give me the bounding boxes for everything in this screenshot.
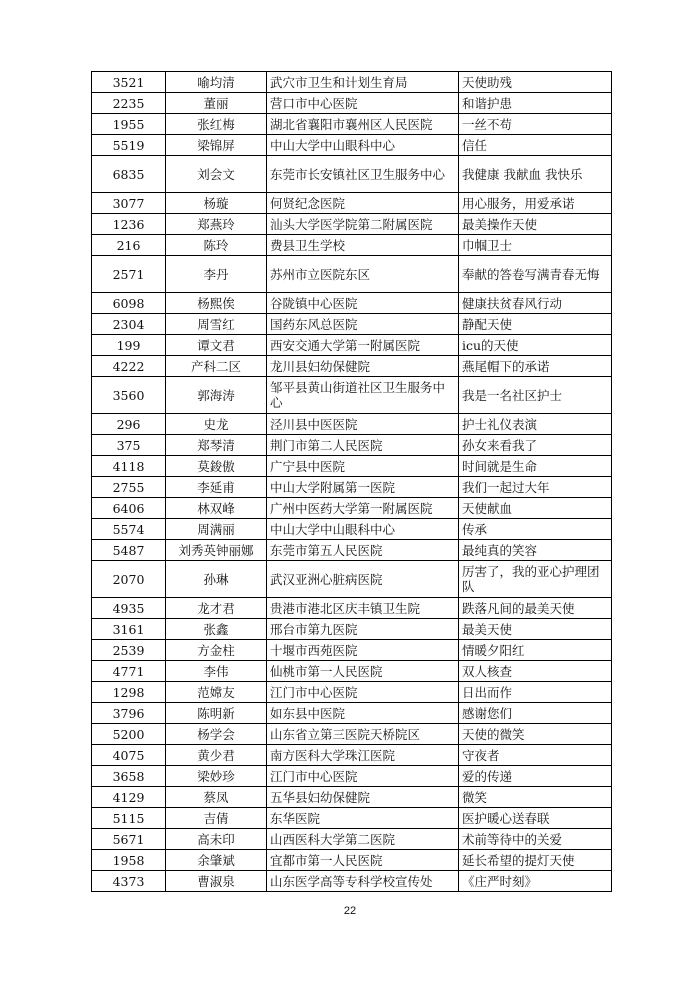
organization-cell: 中山大学附属第一医院: [267, 477, 459, 498]
table-row: [92, 871, 612, 892]
entry-id-cell: 296: [92, 414, 166, 435]
table-row: [92, 787, 612, 808]
entry-id-cell: 6098: [92, 293, 166, 314]
table-row: [92, 540, 612, 561]
person-name-cell: 史龙: [166, 414, 267, 435]
organization-cell: 谷陇镇中心医院: [267, 293, 459, 314]
table-row: [92, 850, 612, 871]
entry-id-cell: 2070: [92, 561, 166, 598]
work-title-cell: 我健康 我献血 我快乐: [459, 156, 612, 193]
person-name-cell: 陈玲: [166, 235, 267, 256]
table-row: [92, 314, 612, 335]
person-name-cell: 杨学会: [166, 724, 267, 745]
table-row: [92, 435, 612, 456]
organization-cell: 五华县妇幼保健院: [267, 787, 459, 808]
organization-cell: 中山大学中山眼科中心: [267, 135, 459, 156]
work-title-cell: 最美操作天使: [459, 214, 612, 235]
person-name-cell: 喻均清: [166, 72, 267, 93]
person-name-cell: 李伟: [166, 661, 267, 682]
person-name-cell: 蔡凤: [166, 787, 267, 808]
person-name-cell: 范嫦友: [166, 682, 267, 703]
entry-id-cell: 3796: [92, 703, 166, 724]
table-row: [92, 703, 612, 724]
work-title-cell: 奉献的答卷写满青春无悔: [459, 256, 612, 293]
table-row: [92, 193, 612, 214]
entry-id-cell: 1955: [92, 114, 166, 135]
entry-id-cell: 2755: [92, 477, 166, 498]
work-title-cell: 天使献血: [459, 498, 612, 519]
entry-id-cell: 3658: [92, 766, 166, 787]
organization-cell: 江门市中心医院: [267, 766, 459, 787]
entry-id-cell: 5671: [92, 829, 166, 850]
person-name-cell: 周满丽: [166, 519, 267, 540]
work-title-cell: 静配天使: [459, 314, 612, 335]
work-title-cell: 和谐护患: [459, 93, 612, 114]
table-row: [92, 235, 612, 256]
organization-cell: 贵港市港北区庆丰镇卫生院: [267, 598, 459, 619]
work-title-cell: 术前等待中的关爱: [459, 829, 612, 850]
entry-id-cell: 4118: [92, 456, 166, 477]
table-row: [92, 519, 612, 540]
work-title-cell: icu的天使: [459, 335, 612, 356]
work-title-cell: 我是一名社区护士: [459, 377, 612, 414]
entry-id-cell: 4373: [92, 871, 166, 892]
person-name-cell: 周雪红: [166, 314, 267, 335]
table-row: [92, 135, 612, 156]
organization-cell: 广州中医药大学第一附属医院: [267, 498, 459, 519]
work-title-cell: 厉害了，我的亚心护理团队: [459, 561, 612, 598]
work-title-cell: 医护暖心送春联: [459, 808, 612, 829]
entry-id-cell: 4935: [92, 598, 166, 619]
organization-cell: 山西医科大学第二医院: [267, 829, 459, 850]
person-name-cell: 郑燕玲: [166, 214, 267, 235]
person-name-cell: 张鑫: [166, 619, 267, 640]
entry-id-cell: 3560: [92, 377, 166, 414]
table-row: [92, 829, 612, 850]
organization-cell: 仙桃市第一人民医院: [267, 661, 459, 682]
work-title-cell: 《庄严时刻》: [459, 871, 612, 892]
organization-cell: 何贤纪念医院: [267, 193, 459, 214]
organization-cell: 广宁县中医院: [267, 456, 459, 477]
person-name-cell: 陈明新: [166, 703, 267, 724]
person-name-cell: 谭文君: [166, 335, 267, 356]
organization-cell: 武汉亚洲心脏病医院: [267, 561, 459, 598]
person-name-cell: 方金柱: [166, 640, 267, 661]
entries-table: [91, 71, 612, 892]
organization-cell: 泾川县中医医院: [267, 414, 459, 435]
organization-cell: 费县卫生学校: [267, 235, 459, 256]
organization-cell: 龙川县妇幼保健院: [267, 356, 459, 377]
organization-cell: 湖北省襄阳市襄州区人民医院: [267, 114, 459, 135]
table-row: [92, 598, 612, 619]
organization-cell: 邹平县黄山街道社区卫生服务中心: [267, 377, 459, 414]
table-row: [92, 640, 612, 661]
person-name-cell: 莫鋑傲: [166, 456, 267, 477]
person-name-cell: 郑琴清: [166, 435, 267, 456]
entry-id-cell: 4075: [92, 745, 166, 766]
table-row: [92, 72, 612, 93]
organization-cell: 南方医科大学珠江医院: [267, 745, 459, 766]
entry-id-cell: 3161: [92, 619, 166, 640]
work-title-cell: 孙女来看我了: [459, 435, 612, 456]
person-name-cell: 黄少君: [166, 745, 267, 766]
work-title-cell: 传承: [459, 519, 612, 540]
table-row: [92, 724, 612, 745]
table-row: [92, 456, 612, 477]
table-row: [92, 619, 612, 640]
person-name-cell: 孙琳: [166, 561, 267, 598]
table-row: [92, 561, 612, 598]
table-row: [92, 356, 612, 377]
table-row: [92, 682, 612, 703]
person-name-cell: 梁妙珍: [166, 766, 267, 787]
work-title-cell: 我们一起过大年: [459, 477, 612, 498]
table-row: [92, 377, 612, 414]
table-row: [92, 293, 612, 314]
entry-id-cell: 2571: [92, 256, 166, 293]
work-title-cell: 跌落凡间的最美天使: [459, 598, 612, 619]
table-row: [92, 808, 612, 829]
work-title-cell: 双人核查: [459, 661, 612, 682]
page-number: 22: [343, 905, 357, 917]
work-title-cell: 天使助残: [459, 72, 612, 93]
organization-cell: 山东医学高等专科学校宣传处: [267, 871, 459, 892]
entry-id-cell: 2235: [92, 93, 166, 114]
organization-cell: 邢台市第九医院: [267, 619, 459, 640]
entry-id-cell: 4222: [92, 356, 166, 377]
organization-cell: 苏州市立医院东区: [267, 256, 459, 293]
table-row: [92, 156, 612, 193]
table-row: [92, 498, 612, 519]
entry-id-cell: 3521: [92, 72, 166, 93]
person-name-cell: 高未印: [166, 829, 267, 850]
person-name-cell: 产科二区: [166, 356, 267, 377]
entry-id-cell: 5487: [92, 540, 166, 561]
entry-id-cell: 6835: [92, 156, 166, 193]
organization-cell: 江门市中心医院: [267, 682, 459, 703]
organization-cell: 宜都市第一人民医院: [267, 850, 459, 871]
organization-cell: 东莞市第五人民医院: [267, 540, 459, 561]
entry-id-cell: 5574: [92, 519, 166, 540]
person-name-cell: 龙才君: [166, 598, 267, 619]
work-title-cell: 燕尾帽下的承诺: [459, 356, 612, 377]
entry-id-cell: 1298: [92, 682, 166, 703]
table-row: [92, 414, 612, 435]
entry-id-cell: 5519: [92, 135, 166, 156]
work-title-cell: 巾帼卫士: [459, 235, 612, 256]
person-name-cell: 杨熙俟: [166, 293, 267, 314]
organization-cell: 山东省立第三医院天桥院区: [267, 724, 459, 745]
person-name-cell: 董丽: [166, 93, 267, 114]
organization-cell: 武穴市卫生和计划生育局: [267, 72, 459, 93]
person-name-cell: 林双峰: [166, 498, 267, 519]
table-row: [92, 766, 612, 787]
work-title-cell: 护士礼仪表演: [459, 414, 612, 435]
person-name-cell: 郭海涛: [166, 377, 267, 414]
person-name-cell: 刘秀英钟丽娜: [166, 540, 267, 561]
organization-cell: 中山大学中山眼科中心: [267, 519, 459, 540]
person-name-cell: 李延甫: [166, 477, 267, 498]
work-title-cell: 守夜者: [459, 745, 612, 766]
organization-cell: 东华医院: [267, 808, 459, 829]
organization-cell: 十堰市西苑医院: [267, 640, 459, 661]
work-title-cell: 延长希望的提灯天使: [459, 850, 612, 871]
entry-id-cell: 1958: [92, 850, 166, 871]
entry-id-cell: 5115: [92, 808, 166, 829]
person-name-cell: 李丹: [166, 256, 267, 293]
entry-id-cell: 216: [92, 235, 166, 256]
organization-cell: 东莞市长安镇社区卫生服务中心: [267, 156, 459, 193]
entry-id-cell: 6406: [92, 498, 166, 519]
person-name-cell: 吉倩: [166, 808, 267, 829]
work-title-cell: 一丝不苟: [459, 114, 612, 135]
entry-id-cell: 3077: [92, 193, 166, 214]
entry-id-cell: 2539: [92, 640, 166, 661]
table-row: [92, 214, 612, 235]
work-title-cell: 爱的传递: [459, 766, 612, 787]
work-title-cell: 微笑: [459, 787, 612, 808]
entry-id-cell: 4771: [92, 661, 166, 682]
organization-cell: 西安交通大学第一附属医院: [267, 335, 459, 356]
entries-table-container: [91, 71, 611, 892]
organization-cell: 汕头大学医学院第二附属医院: [267, 214, 459, 235]
work-title-cell: 时间就是生命: [459, 456, 612, 477]
work-title-cell: 情暖夕阳红: [459, 640, 612, 661]
work-title-cell: 感谢您们: [459, 703, 612, 724]
entries-table-body: [92, 72, 612, 892]
person-name-cell: 曹淑泉: [166, 871, 267, 892]
table-row: [92, 477, 612, 498]
person-name-cell: 张红梅: [166, 114, 267, 135]
table-row: [92, 745, 612, 766]
entry-id-cell: 2304: [92, 314, 166, 335]
work-title-cell: 健康扶贫春风行动: [459, 293, 612, 314]
organization-cell: 国药东风总医院: [267, 314, 459, 335]
person-name-cell: 梁锦屏: [166, 135, 267, 156]
organization-cell: 如东县中医院: [267, 703, 459, 724]
entry-id-cell: 1236: [92, 214, 166, 235]
table-row: [92, 93, 612, 114]
work-title-cell: 最纯真的笑容: [459, 540, 612, 561]
person-name-cell: 杨璇: [166, 193, 267, 214]
organization-cell: 荆门市第二人民医院: [267, 435, 459, 456]
person-name-cell: 刘会文: [166, 156, 267, 193]
work-title-cell: 天使的微笑: [459, 724, 612, 745]
work-title-cell: 信任: [459, 135, 612, 156]
table-row: [92, 114, 612, 135]
entry-id-cell: 4129: [92, 787, 166, 808]
person-name-cell: 余肇斌: [166, 850, 267, 871]
table-row: [92, 661, 612, 682]
entry-id-cell: 199: [92, 335, 166, 356]
table-row: [92, 335, 612, 356]
work-title-cell: 最美天使: [459, 619, 612, 640]
work-title-cell: 日出而作: [459, 682, 612, 703]
entry-id-cell: 5200: [92, 724, 166, 745]
table-row: [92, 256, 612, 293]
entry-id-cell: 375: [92, 435, 166, 456]
organization-cell: 营口市中心医院: [267, 93, 459, 114]
work-title-cell: 用心服务，用爱承诺: [459, 193, 612, 214]
